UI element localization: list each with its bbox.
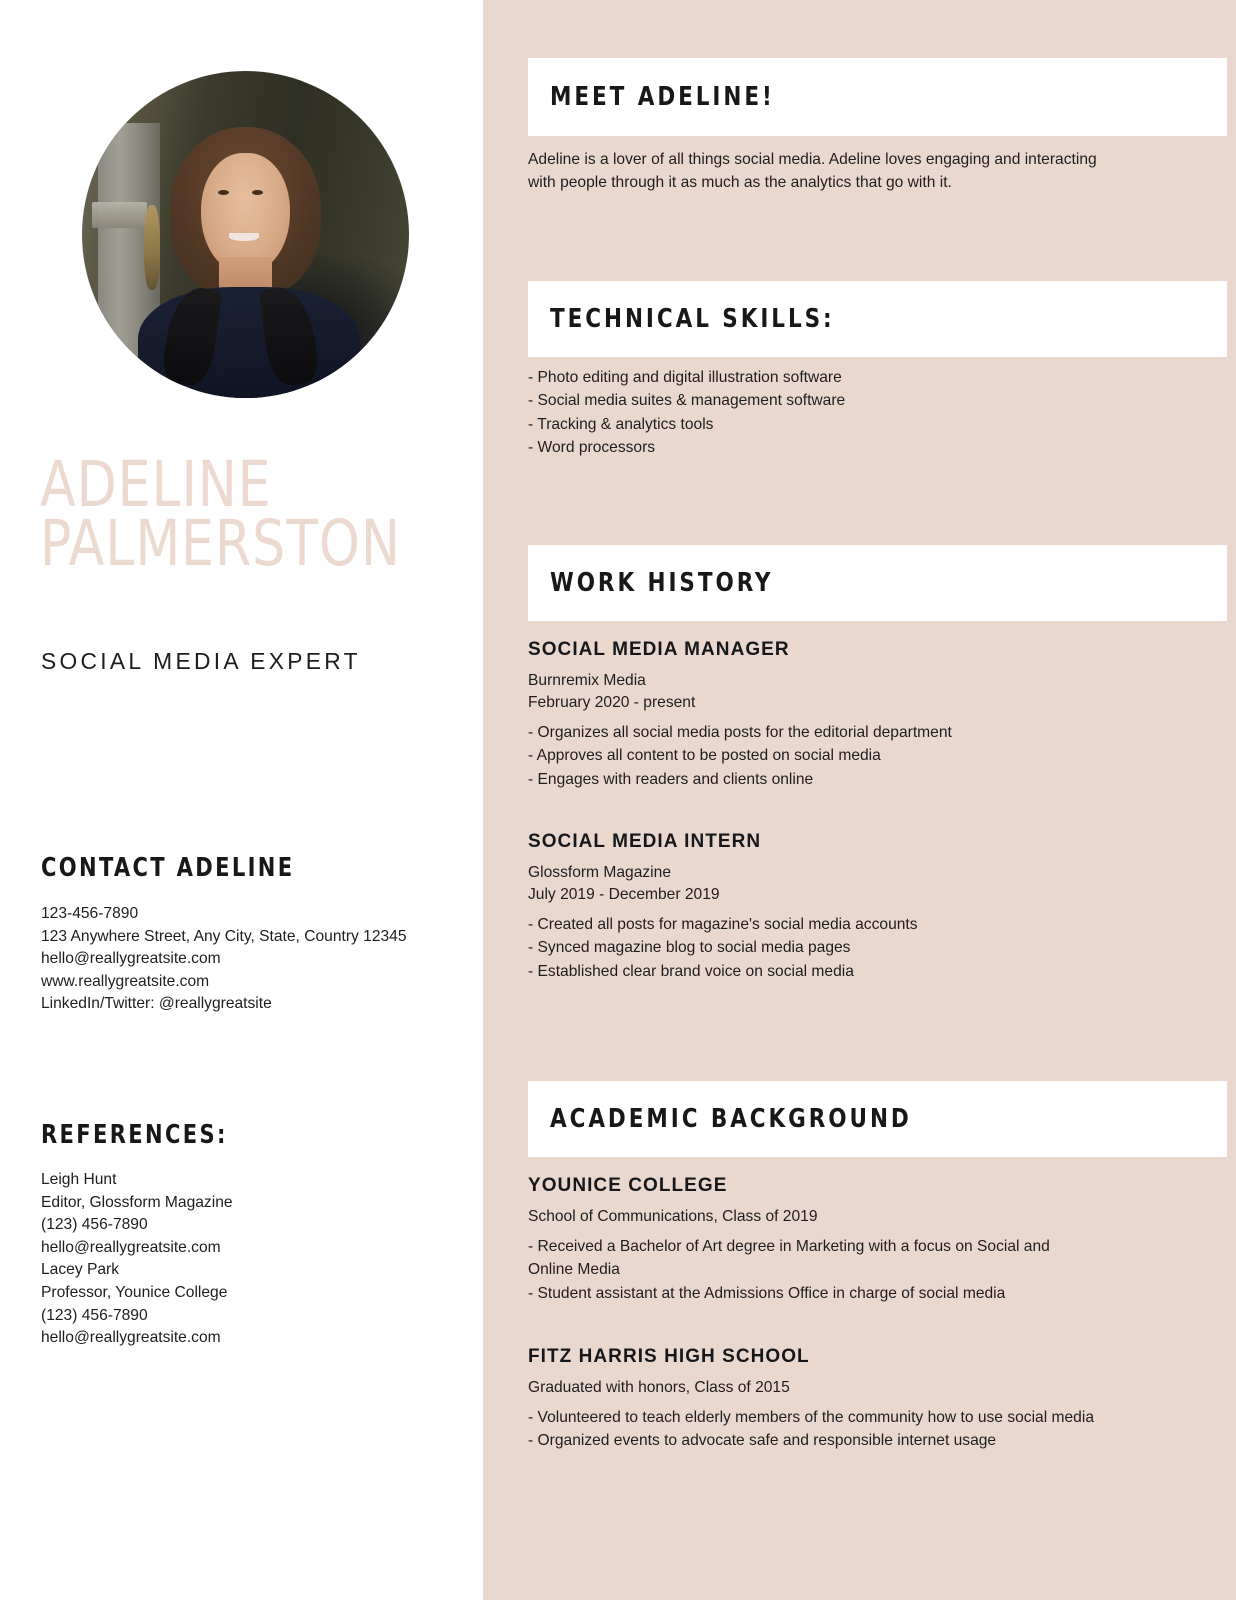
left-column: [0, 0, 483, 1600]
job-bullet: - Organizes all social media posts for the editorial department: [528, 724, 952, 741]
school-meta-1: [528, 1377, 790, 1399]
school-bullet: - Organized events to advocate safe and responsible internet usage: [528, 1432, 997, 1450]
skill-item: - Word processors: [528, 439, 656, 457]
contact-phone: 123-456-7890: [41, 905, 139, 922]
job-dates-0: February 2020 - present: [528, 694, 696, 712]
last-name: PALMERSTON: [40, 507, 401, 581]
reference-2-name: Lacey Park: [41, 1261, 120, 1279]
photo-hinge-detail: [92, 202, 148, 228]
school-title-1: FITZ HARRIS HIGH SCHOOL: [528, 1346, 810, 1367]
contact-social: LinkedIn/Twitter: @reallygreatsite: [41, 995, 272, 1013]
skills-heading: TECHNICAL SKILLS:: [550, 304, 835, 334]
references-lines: [41, 1169, 471, 1350]
contact-email: hello@reallygreatsite.com: [41, 950, 221, 968]
job-bullet: - Engages with readers and clients online: [528, 770, 814, 788]
school-bullet: - Received a Bachelor of Art degree in Marketing with a focus on Social and Online Media: [528, 1238, 1050, 1279]
school-bullet: - Student assistant at the Admissions Office in charge of social media: [528, 1284, 1006, 1302]
contact-heading: CONTACT ADELINE: [41, 853, 295, 883]
education-heading: ACADEMIC BACKGROUND: [550, 1104, 912, 1134]
skill-item: - Social media suites & management software: [528, 392, 846, 410]
reference-1-phone: (123) 456-7890: [41, 1216, 148, 1234]
job-company-1: Glossform Magazine: [528, 864, 671, 881]
skills-list: [528, 366, 1208, 460]
education-header-bar: [528, 1081, 1227, 1157]
reference-2-role: Professor, Younice College: [41, 1284, 228, 1302]
school-detail-1: Graduated with honors, Class of 2015: [528, 1379, 790, 1396]
job-bullets-0: [528, 721, 1208, 791]
job-bullet: - Created all posts for magazine's social media accounts: [528, 916, 918, 933]
reference-1-role: Editor, Glossform Magazine: [41, 1193, 233, 1211]
work-heading: WORK HISTORY: [550, 568, 774, 598]
right-column: [483, 0, 1236, 1600]
photo-face: [201, 153, 289, 274]
about-header-bar: [528, 58, 1227, 136]
job-title-0: SOCIAL MEDIA MANAGER: [528, 639, 790, 660]
job-bullet: - Established clear brand voice on social media: [528, 962, 854, 980]
job-bullet: - Approves all content to be posted on social media: [528, 747, 881, 765]
contact-website: www.reallygreatsite.com: [41, 972, 210, 990]
reference-2-email: hello@reallygreatsite.com: [41, 1329, 221, 1347]
work-header-bar: [528, 545, 1227, 621]
reference-1-email: hello@reallygreatsite.com: [41, 1238, 221, 1256]
contact-section: [41, 853, 471, 1016]
job-bullets-1: [528, 913, 1208, 983]
reference-1-name: Leigh Hunt: [41, 1171, 117, 1188]
job-bullet: - Synced magazine blog to social media pages: [528, 939, 851, 957]
school-bullets-1: [528, 1406, 1218, 1453]
school-detail-0: School of Communications, Class of 2019: [528, 1208, 818, 1225]
job-dates-1: July 2019 - December 2019: [528, 886, 720, 904]
references-heading: REFERENCES:: [41, 1120, 228, 1150]
full-name: [40, 448, 460, 581]
skill-item: - Tracking & analytics tools: [528, 415, 714, 433]
skills-header-bar: [528, 281, 1227, 357]
school-bullet: - Volunteered to teach elderly members of the community how to use social media: [528, 1409, 1094, 1426]
job-title: SOCIAL MEDIA EXPERT: [41, 648, 361, 674]
job-meta-1: [528, 862, 720, 906]
first-name: ADELINE: [40, 448, 272, 521]
photo-rope-detail: [144, 205, 160, 290]
profile-photo: [82, 71, 409, 398]
contact-lines: [41, 903, 471, 1016]
school-bullets-0: [528, 1235, 1093, 1305]
job-meta-0: [528, 670, 695, 714]
reference-2-phone: (123) 456-7890: [41, 1306, 148, 1324]
job-title-1: SOCIAL MEDIA INTERN: [528, 831, 762, 852]
school-title-0: YOUNICE COLLEGE: [528, 1175, 728, 1196]
job-company-0: Burnremix Media: [528, 672, 646, 689]
skill-item: - Photo editing and digital illustration software: [528, 369, 842, 386]
about-heading: MEET ADELINE!: [550, 82, 775, 112]
school-meta-0: [528, 1206, 818, 1228]
about-paragraph: Adeline is a lover of all things social media. Adeline loves engaging and interacting with people through it as much as the analytics that go with it.: [528, 151, 1097, 192]
references-section: [41, 1120, 471, 1350]
contact-address: 123 Anywhere Street, Any City, State, Country 12345: [41, 927, 407, 945]
